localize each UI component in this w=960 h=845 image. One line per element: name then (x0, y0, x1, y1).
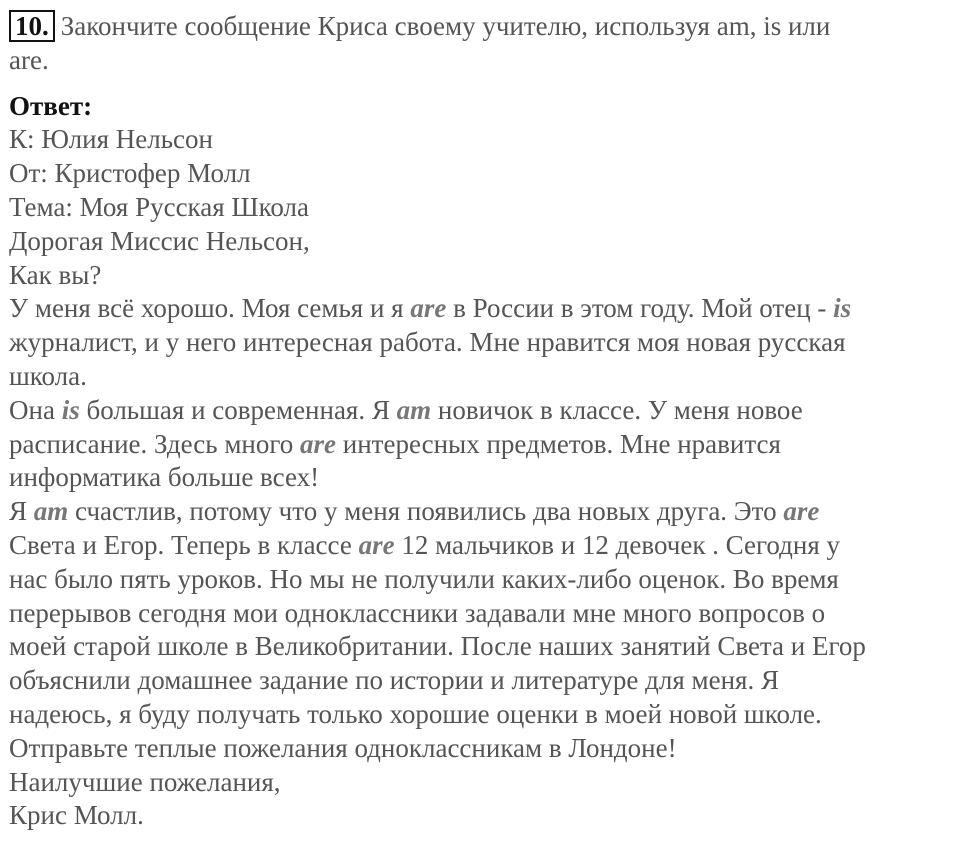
task-instruction: Закончите сообщение Криса своему учителю, используя am, is или (60, 11, 831, 41)
task-header (9, 10, 952, 78)
filled-answer: is (833, 293, 852, 324)
filled-answer: are (410, 293, 447, 324)
text-segment: У меня всё хорошо. Моя семья и я (9, 293, 411, 324)
task-instruction-continued: are. (9, 44, 49, 75)
text-line (9, 495, 952, 529)
paragraph-2 (9, 394, 952, 495)
text-segment: новичок в классе. У меня новое (431, 394, 803, 425)
text-segment: Она (9, 394, 62, 425)
text-segment: Света и Егор. Теперь в классе (9, 529, 359, 560)
message-from: От: Кристофер Молл (9, 158, 251, 189)
filled-answer: are (783, 496, 820, 527)
filled-answer: are (300, 428, 337, 459)
text-line: журналист, и у него интересная работа. Мне нравится моя новая русская (9, 327, 846, 358)
filled-answer: are (358, 529, 395, 560)
paragraph-1 (9, 292, 952, 393)
message-closing: Наилучшие пожелания, (9, 766, 281, 797)
filled-answer: am (33, 496, 69, 527)
message-signature: Крис Молл. (9, 800, 144, 831)
text-segment: расписание. Здесь много (9, 428, 301, 459)
text-segment: в России в этом году. Мой отец - (446, 293, 834, 324)
text-line: нас было пять уроков. Но мы не получили каких-либо оценок. Во время (9, 563, 839, 594)
text-segment: интересных предметов. Мне нравится (336, 428, 781, 459)
text-line (9, 292, 952, 326)
text-line: информатика больше всех! (9, 462, 320, 493)
text-line: Отправьте теплые пожелания одноклассникам в Лондоне! (9, 732, 677, 763)
filled-answer: is (61, 394, 80, 425)
text-line: перерывов сегодня мои одноклассники задавали мне много вопросов о (9, 597, 826, 628)
text-segment: Я (9, 496, 34, 527)
message-how-are-you: Как вы? (9, 259, 102, 290)
paragraph-3 (9, 495, 952, 765)
text-line: школа. (9, 360, 87, 391)
text-line (9, 394, 952, 428)
message (9, 123, 952, 833)
text-line: объяснили домашнее задание по истории и литературе для меня. Я (9, 665, 779, 696)
message-to: К: Юлия Нельсон (9, 124, 213, 155)
text-segment: большая и современная. Я (79, 394, 397, 425)
task-line-1 (9, 10, 952, 44)
answer-label: Ответ: (9, 90, 93, 121)
task-number: 10. (9, 10, 55, 42)
text-line (9, 428, 952, 462)
text-segment: счастлив, потому что у меня появились два новых друга. Это (68, 496, 784, 527)
text-line (9, 529, 952, 563)
text-line: надеюсь, я буду получать только хорошие оценки в моей новой школе. (9, 698, 822, 729)
message-subject: Тема: Моя Русская Школа (9, 191, 310, 222)
filled-answer: am (396, 394, 432, 425)
message-greeting: Дорогая Миссис Нельсон, (9, 225, 310, 256)
text-line: моей старой школе в Великобритании. После наших занятий Света и Егор (9, 631, 866, 662)
text-segment: 12 мальчиков и 12 девочек . Сегодня у (394, 529, 840, 560)
